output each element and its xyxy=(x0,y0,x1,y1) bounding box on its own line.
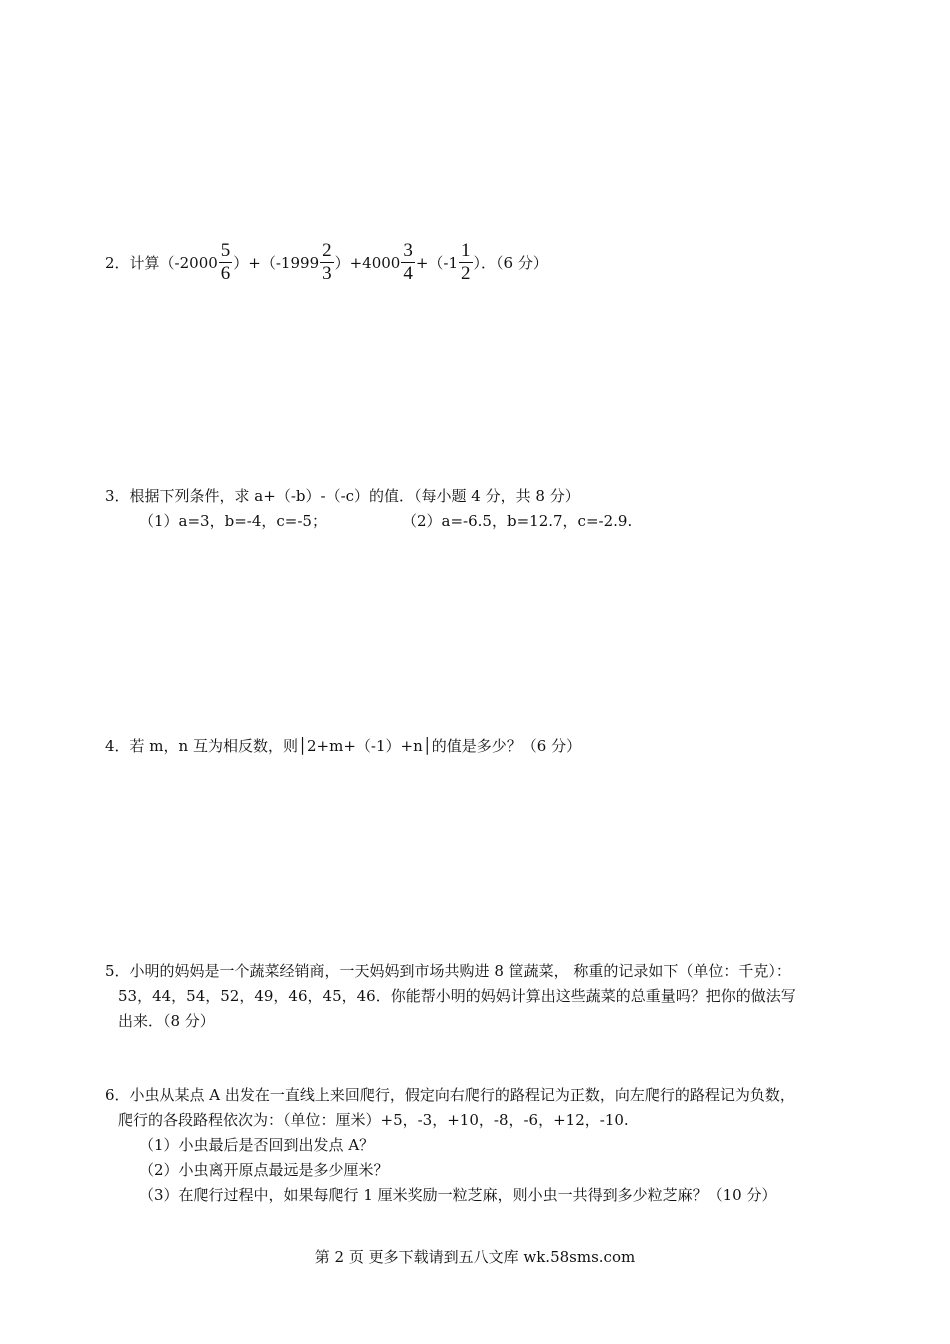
question-6-line-1: 6．小虫从某点 A 出发在一直线上来回爬行，假定向右爬行的路程记为正数，向左爬行的路程记为负数， xyxy=(105,1086,795,1104)
question-3-part-1: （1）a=3，b=-4，c=-5； xyxy=(139,512,327,530)
fraction-denominator: 3 xyxy=(322,262,332,284)
question-5-line-3: 出来．（8 分） xyxy=(118,1012,215,1030)
fraction-numerator: 1 xyxy=(461,239,471,261)
page-footer: 第 2 页 更多下载请到五八文库 wk.58sms.com xyxy=(314,1248,636,1266)
q2-mid1: ）+（-1999 xyxy=(233,253,320,272)
q2-suffix: ）．（6 分） xyxy=(473,253,548,272)
question-5-line-1: 5．小明的妈妈是一个蔬菜经销商，一天妈妈到市场共购进 8 筐蔬菜， 称重的记录如下（单位：千克）： xyxy=(105,962,791,980)
fraction-5-6 xyxy=(219,240,233,285)
q2-mid3: +（-1 xyxy=(415,253,459,272)
question-6-sub-1: （1）小虫最后是否回到出发点 A？ xyxy=(139,1136,375,1154)
fraction-1-2 xyxy=(459,240,473,285)
question-3-title: 3．根据下列条件，求 a+（-b）-（-c）的值．（每小题 4 分，共 8 分） xyxy=(105,487,580,505)
question-6-sub-2: （2）小虫离开原点最远是多少厘米？ xyxy=(139,1161,389,1179)
fraction-2-3 xyxy=(320,240,334,285)
fraction-numerator: 5 xyxy=(220,239,231,261)
fraction-denominator: 6 xyxy=(220,262,231,284)
question-4: 4．若 m，n 互为相反数，则│2+m+（-1）+n│的值是多少？（6 分） xyxy=(105,737,582,755)
fraction-denominator: 4 xyxy=(403,262,413,284)
fraction-numerator: 3 xyxy=(403,239,413,261)
q2-prefix: 2．计算（-2000 xyxy=(105,253,218,272)
question-5-line-2: 53，44，54，52，49，46，45，46．你能帮小明的妈妈计算出这些蔬菜的总重量吗？把你的做法写 xyxy=(118,987,796,1005)
question-2 xyxy=(105,236,548,288)
fraction-numerator: 2 xyxy=(322,239,332,261)
question-6-line-2: 爬行的各段路程依次为：（单位：厘米）+5，-3，+10，-8，-6，+12，-10. xyxy=(118,1111,629,1129)
question-6-sub-3: （3）在爬行过程中，如果每爬行 1 厘米奖励一粒芝麻，则小虫一共得到多少粒芝麻？（10 分） xyxy=(139,1186,777,1204)
question-3-part-2: （2）a=-6.5，b=12.7，c=-2.9. xyxy=(402,512,633,530)
fraction-denominator: 2 xyxy=(461,262,471,284)
fraction-3-4 xyxy=(401,240,415,285)
q2-mid2: ）+4000 xyxy=(334,253,401,272)
